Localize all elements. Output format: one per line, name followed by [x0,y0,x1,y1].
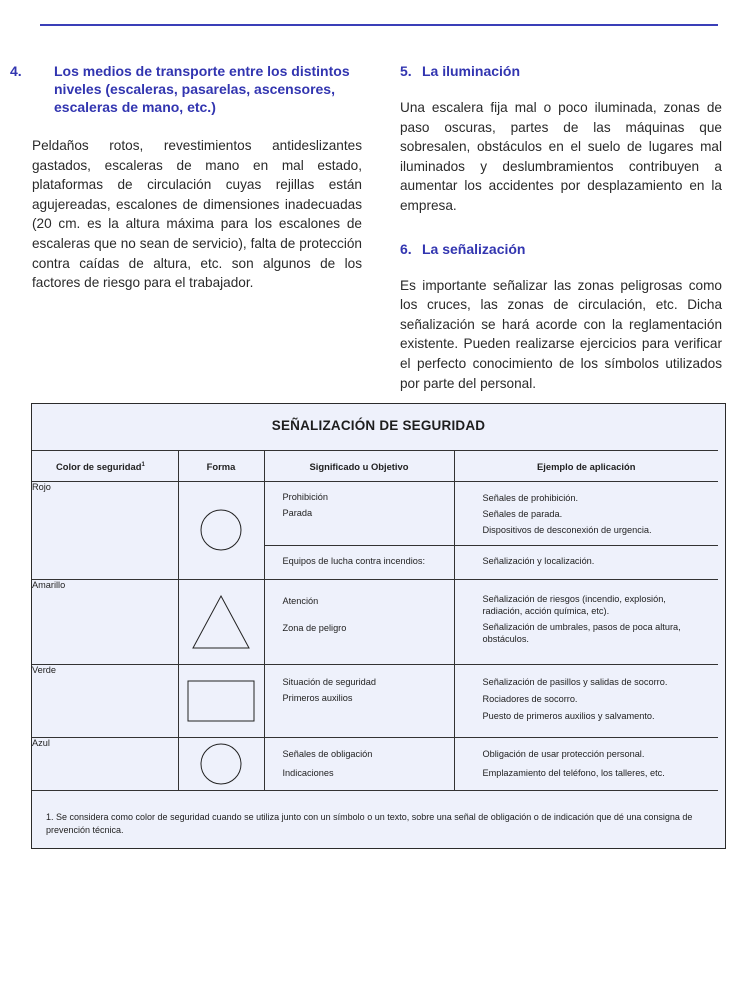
cell-sig-amarillo [264,580,454,665]
circle-shape-icon [199,742,243,786]
ej-amarillo-1: Señalización de riesgos (incendio, explosión, radiación, acción química, etc). [482,594,666,616]
cell-shape-azul [178,738,264,791]
circle-shape-icon [199,508,243,552]
sig-amarillo-zona: Zona de peligro [282,623,347,633]
ej-rojo-1: Señales de prohibición. [482,493,579,503]
cell-ej-rojo-1 [454,482,718,546]
cell-shape-rojo [178,482,264,580]
sig-verde-1: Situación de seguridad [282,677,376,687]
section-5-heading [400,62,722,80]
safety-signage-table [32,450,718,791]
ej-rojo-2: Señales de parada. [482,509,563,519]
section-6-number: 6. [400,240,412,257]
table-row-amarillo [32,580,718,665]
section-6-heading [400,240,722,258]
safety-signage-box [31,403,726,849]
ej-verde-2: Rociadores de socorro. [482,694,578,704]
section-5-number: 5. [400,63,412,79]
rectangle-shape-icon [187,680,255,722]
ej-rojo-3: Dispositivos de desconexión de urgencia. [482,525,652,535]
cell-color-verde: Verde [32,665,178,738]
sig-rojo-prohibicion: Prohibición [282,492,328,502]
ej-azul-1: Obligación de usar protección personal. [482,749,645,759]
cell-ej-rojo-2: Señalización y localización. [454,546,718,580]
triangle-shape-icon [190,593,252,651]
table-row-rojo [32,482,718,546]
header-ejemplo: Ejemplo de aplicación [454,451,718,482]
ej-verde-1: Señalización de pasillos y salidas de socorro. [482,677,668,687]
right-column [400,62,722,411]
cell-sig-azul [264,738,454,791]
ej-verde-3: Puesto de primeros auxilios y salvamento. [482,711,655,721]
sig-azul-2: Indicaciones [282,768,334,778]
cell-ej-amarillo [454,580,718,665]
cell-sig-rojo-2: Equipos de lucha contra incendios: [264,546,454,580]
header-color-footnote-mark: 1 [141,461,145,468]
header-color [32,451,178,482]
section-6-body: Es importante señalizar las zonas peligrosas como los cruces, las zonas de circulación, etc. Dicha señalización se hará acorde con la reglamentación existente. Pueden realizarse ejercicios para verificar el perfecto conocimiento de los símbolos utilizados por parte del personal. [400,277,722,391]
section-4-heading [10,62,362,116]
section-4-body: Peldaños rotos, revestimientos antideslizantes gastados, escaleras de mano en mal estado, plataformas de circulación cuyas rejillas están agujereadas, escalones de dimensiones inadecuadas (20 cm. es la altura máxima para los escalones de escaleras que no sean de servicio), falta de protección contra caídas de altura, etc. son algunos de los factores de riesgo para el trabajador. [32,138,362,291]
table-row-azul [32,738,718,791]
section-4-number: 4. [10,63,22,79]
table-header-row [32,451,718,482]
sig-amarillo-atencion: Atención [282,596,319,606]
cell-color-amarillo: Amarillo [32,580,178,665]
ej-azul-2: Emplazamiento del teléfono, los talleres, etc. [482,768,665,778]
cell-color-rojo: Rojo [32,482,178,580]
left-column [10,62,362,311]
section-5-title: La iluminación [422,63,521,79]
section-5-body: Una escalera fija mal o poco iluminada, zonas de paso oscuras, partes de las máquinas que sobresalen, obstáculos en el suelo de lugares mal iluminados y deslumbramientos contribuyen a aumentar los accidentes por desplazamiento en la empresa. [400,100,722,213]
table-footnote: 1. Se considera como color de seguridad cuando se utiliza junto con un símbolo o un texto, sobre una señal de obligación o de indicación que dé una consigna de prevención técnica. [46,812,693,835]
cell-color-azul: Azul [32,738,178,791]
cell-sig-rojo-1 [264,482,454,546]
section-6-title: La señalización [422,240,526,257]
header-color-label: Color de seguridad [56,460,142,472]
table-title: SEÑALIZACIÓN DE SEGURIDAD [271,418,486,433]
table-row-verde [32,665,718,738]
cell-ej-verde [454,665,718,738]
top-rule [40,24,718,26]
cell-ej-azul [454,738,718,791]
ej-amarillo-2: Señalización de umbrales, pasos de poca altura, obstáculos. [482,622,681,644]
sig-rojo-parada: Parada [282,508,313,518]
cell-shape-verde [178,665,264,738]
cell-sig-verde [264,665,454,738]
cell-shape-amarillo [178,580,264,665]
sig-verde-2: Primeros auxilios [282,693,353,703]
sig-azul-1: Señales de obligación [282,749,373,759]
header-forma: Forma [178,451,264,482]
section-4-title: Los medios de transporte entre los distintos niveles (escaleras, pasarelas, ascensores, escaleras de mano, etc.) [54,63,350,115]
header-significado: Significado u Objetivo [264,451,454,482]
